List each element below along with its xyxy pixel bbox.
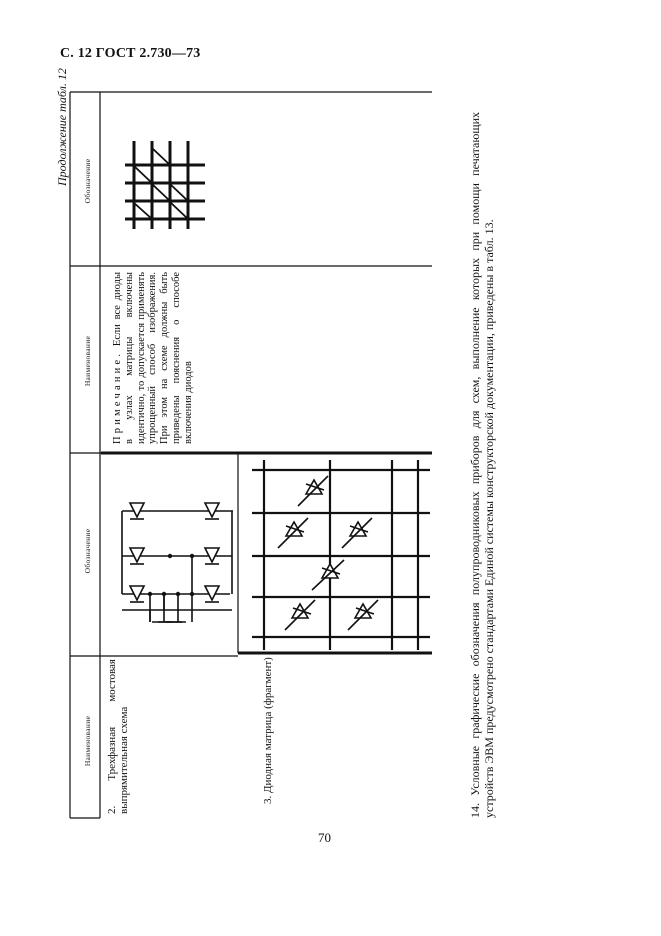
right-col-symbol-header: Обозначение	[83, 158, 92, 204]
simplified-matrix-grid	[125, 141, 205, 229]
left-col-name-header: Наименование	[83, 715, 92, 767]
right-col-name-header: Наименование	[83, 335, 92, 387]
row-bridge-rectifier-name: 2. Трехфазная мостовая выпрямительная схема	[106, 659, 131, 814]
bridge-rectifier-symbol	[122, 511, 233, 622]
note-label: Примечание.	[112, 350, 123, 444]
diode-matrix-grid	[252, 460, 430, 650]
left-col-symbol-header: Обозначение	[83, 528, 92, 574]
note-block	[112, 272, 195, 444]
diode-matrix-diodes	[278, 476, 378, 630]
note-text: Если все диоды в узлах матрицы включены идентично, то допускается применять упрощенный способ изображения. При этом на схеме должны быть приведены пояснения о способе включения диодов	[112, 272, 194, 444]
page-number: 70	[318, 830, 331, 845]
footnote-paragraph: 14. Условные графические обозначения полупроводниковых приборов для схем, выполнение которых при помощи печатающих устройств ЭВМ предусмотрено стандартами Единой системы конструкторской документации, приведены в табл. 13.	[468, 112, 496, 818]
page-header: С. 12 ГОСТ 2.730—73	[60, 46, 201, 61]
row-diode-matrix-name: 3. Диодная матрица (фрагмент)	[262, 657, 274, 804]
bridge-rectifier-diodes	[130, 503, 219, 602]
table-continued-label: Продолжение табл. 12	[55, 68, 69, 186]
